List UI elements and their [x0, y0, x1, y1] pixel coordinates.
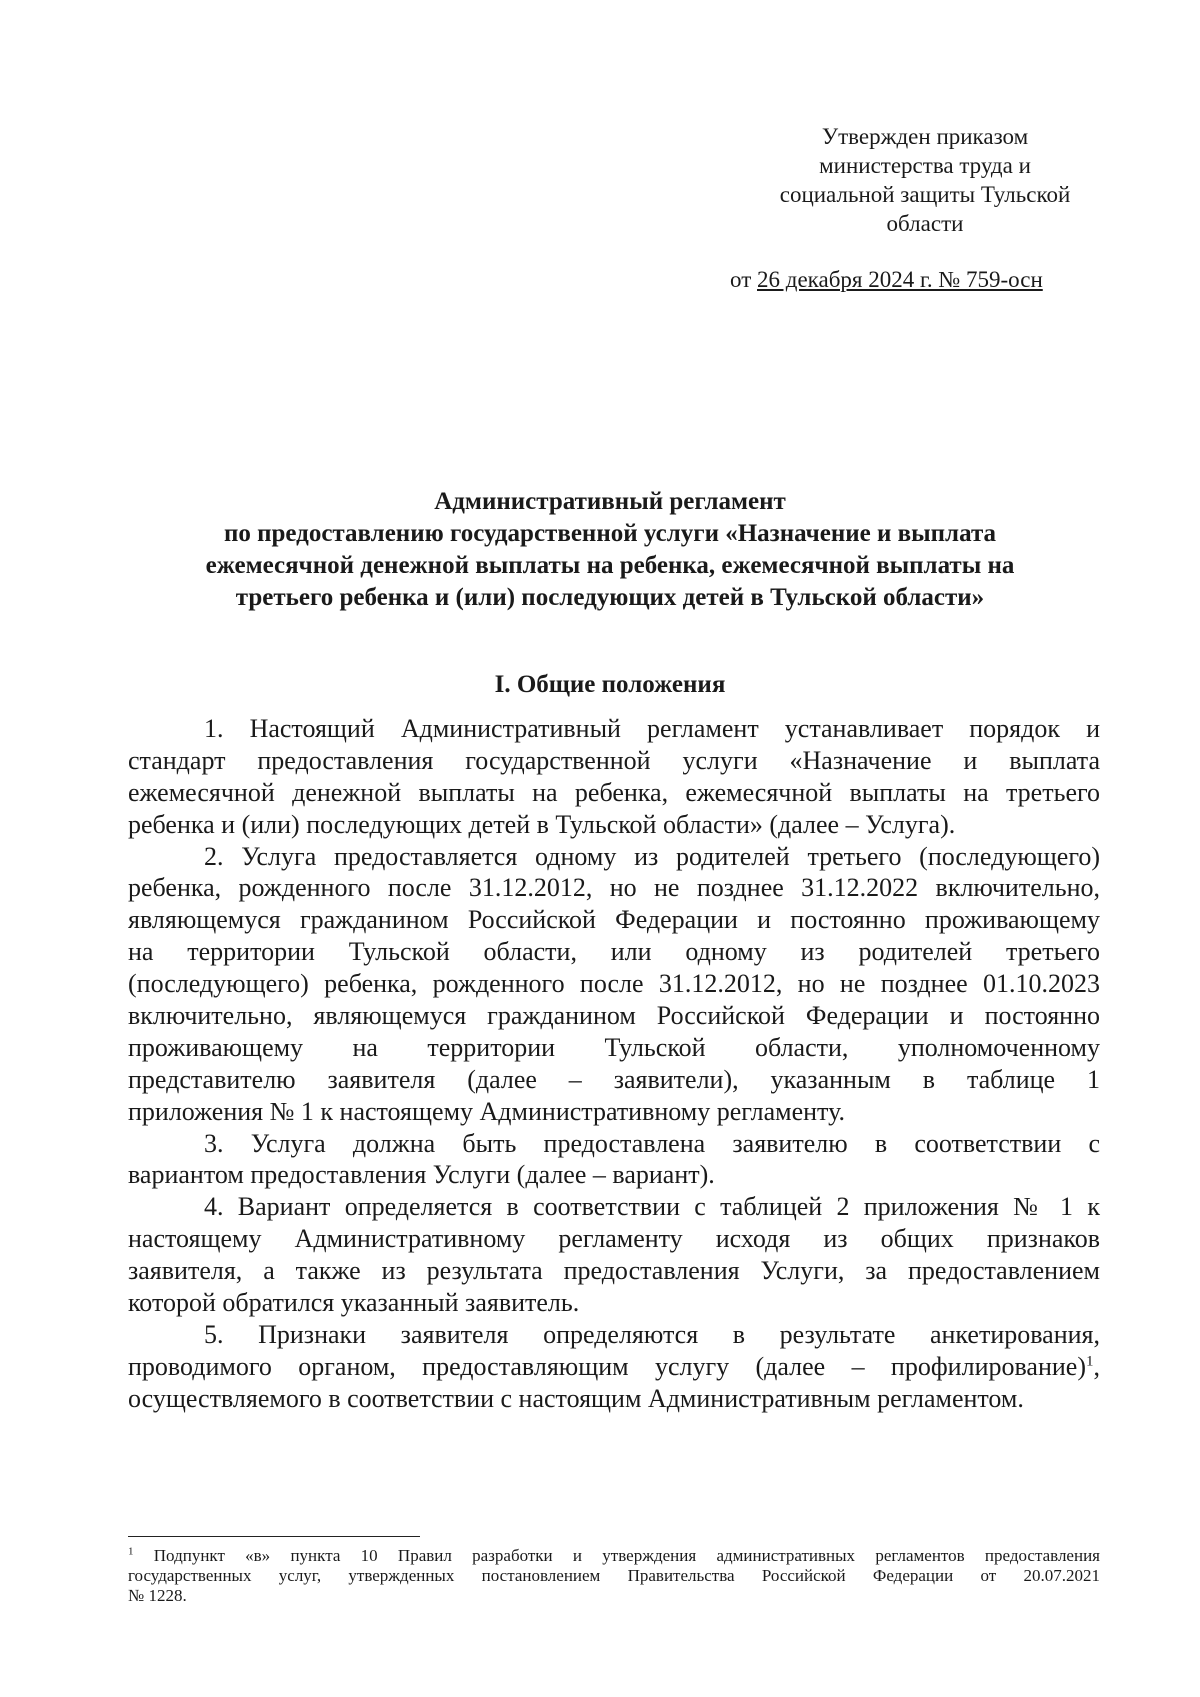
approval-stamp: [760, 122, 1090, 238]
footnote-line: государственных услуг, утвержденных постановлением Правительства Российской Федерации от 20.07.2021: [128, 1566, 1100, 1585]
body-line: настоящему Административному регламенту исходя из общих признаков: [128, 1224, 1100, 1254]
title-line: по предоставлению государственной услуги «Назначение и выплата: [223, 520, 997, 547]
approval-line: Утвержден приказом: [821, 124, 1029, 149]
document-title: [110, 486, 1110, 614]
body-text: [128, 713, 1100, 1415]
body-line: проживающему на территории Тульской области, уполномоченному: [128, 1032, 1100, 1062]
approval-line: области: [886, 211, 964, 236]
body-line: на территории Тульской области, или одному из родителей третьего: [128, 937, 1100, 967]
footnote-marker: 1: [128, 1545, 134, 1558]
body-line: 3. Услуга должна быть предоставлена заявителю в соответствии с: [204, 1128, 1100, 1158]
title-line: ежемесячной денежной выплаты на ребенка, ежемесячной выплаты на: [205, 552, 1015, 579]
title-line: Административный регламент: [434, 488, 786, 515]
approval-date-prefix: от: [730, 267, 757, 292]
footnote-reference[interactable]: 1: [1086, 1353, 1094, 1370]
approval-date-value: 26 декабря 2024 г. № 759-осн: [757, 267, 1043, 292]
footnote: [128, 1546, 1100, 1606]
footnote-line: № 1228.: [128, 1586, 187, 1605]
footnote-line: [128, 1546, 1100, 1566]
body-line: стандарт предоставления государственной услуги «Назначение и выплата: [128, 745, 1100, 775]
body-line: приложения № 1 к настоящему Административному регламенту.: [128, 1096, 845, 1126]
approval-date: [730, 265, 1100, 294]
title-line: третьего ребенка и (или) последующих детей в Тульской области»: [235, 584, 985, 611]
body-line: 1. Настоящий Административный регламент устанавливает порядок и: [204, 714, 1100, 743]
body-line: вариантом предоставления Услуги (далее – вариант).: [128, 1160, 715, 1190]
body-line: (последующего) ребенка, рожденного после 31.12.2012, но не позднее 01.10.2023: [128, 969, 1100, 999]
body-line: которой обратился указанный заявитель.: [128, 1288, 580, 1318]
body-line: осуществляемого в соответствии с настоящим Административным регламентом.: [128, 1383, 1024, 1413]
body-line: 4. Вариант определяется в соответствии с таблицей 2 приложения № 1 к: [204, 1192, 1100, 1222]
body-line: ежемесячной денежной выплаты на ребенка, ежемесячной выплаты на третьего: [128, 777, 1100, 807]
body-line-with-footnote: [128, 1351, 1100, 1383]
body-line: ребенка, рожденного после 31.12.2012, но не позднее 31.12.2022 включительно,: [128, 873, 1100, 903]
section-heading: I. Общие положения: [494, 671, 726, 698]
body-line: ребенка и (или) последующих детей в Тульской области» (далее – Услуга).: [128, 809, 956, 839]
approval-line: социальной защиты Тульской: [779, 182, 1071, 207]
approval-line: министерства труда и: [819, 153, 1031, 178]
body-line: заявителя, а также из результата предоставления Услуги, за предоставлением: [128, 1256, 1100, 1286]
body-line: 5. Признаки заявителя определяются в результате анкетирования,: [204, 1319, 1100, 1349]
body-line: представителю заявителя (далее – заявители), указанным в таблице 1: [128, 1064, 1100, 1094]
body-line: являющемуся гражданином Российской Федерации и постоянно проживающему: [128, 905, 1100, 935]
body-line: 2. Услуга предоставляется одному из родителей третьего (последующего): [204, 841, 1100, 871]
body-line-text: проводимого органом, предоставляющим услугу (далее – профилирование): [128, 1351, 1086, 1381]
footnote-text: Подпункт «в» пункта 10 Правил разработки и утверждения административных регламентов предоставления: [133, 1546, 1100, 1565]
body-line: включительно, являющемуся гражданином Российской Федерации и постоянно: [128, 1001, 1100, 1031]
footnote-separator: [128, 1536, 420, 1537]
body-line-tail: ,: [1093, 1351, 1100, 1381]
